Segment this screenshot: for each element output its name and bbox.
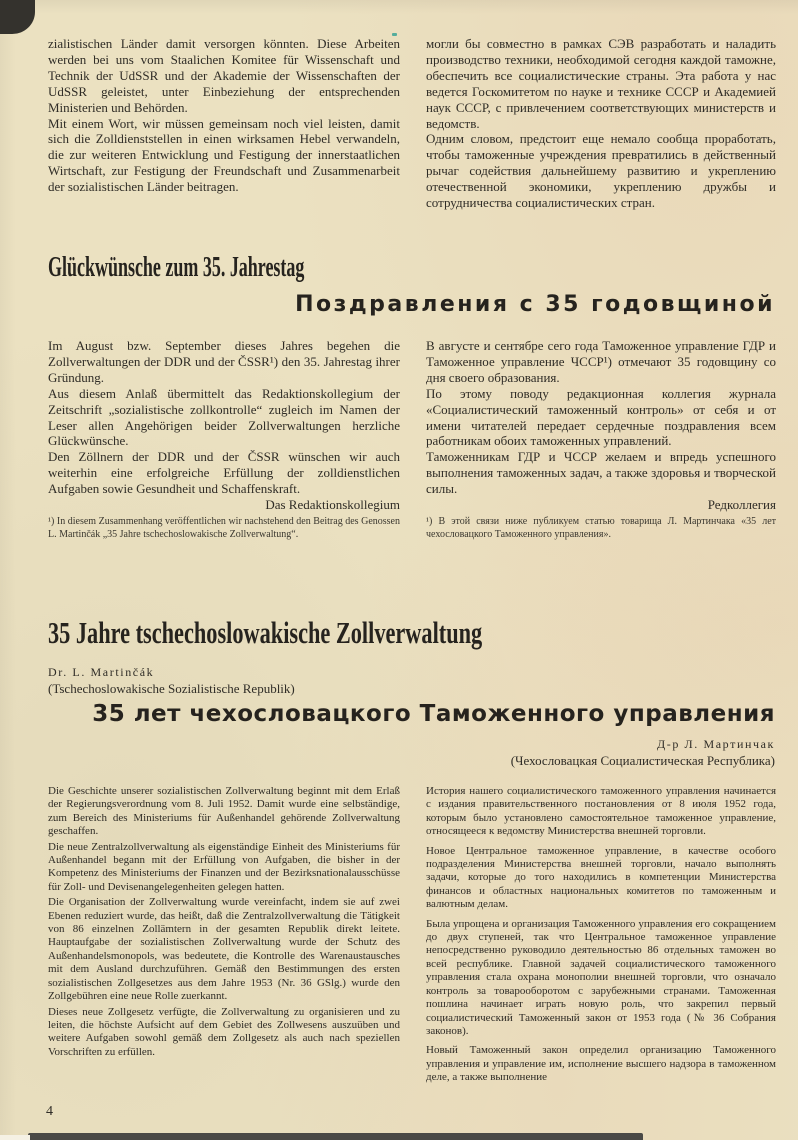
- footnote-russian: ¹) В этой связи ниже публикуем статью товарища Л. Мартинчака «35 лет чехословацкого Таможенного управления».: [426, 516, 776, 540]
- article-russian-paragraph-1: История нашего социалистического таможенного управления начинается с издания правительственного постановления от 8 июля 1952 года, которым было установлено самостоятельное таможенное управление, относящееся к ведомству Министерства внешней торговли.: [426, 785, 776, 838]
- congrats-heading-german: [48, 252, 775, 284]
- congrats-russian-signature: Редколлегия: [707, 497, 776, 513]
- intro-section: [48, 36, 775, 250]
- footnote-german: ¹) In diesem Zusammenhang veröffentlichen wir nachstehend den Beitrag des Genossen L. Martinčák „35 Jahre tschechoslowakische Zollverwaltung“.: [48, 516, 400, 540]
- scan-bottom-edge-highlight: [0, 1135, 30, 1140]
- article-german-column: [48, 785, 400, 1091]
- page-number: 4: [46, 1104, 53, 1119]
- intro-russian-paragraph-1: могли бы совместно в рамках СЭВ разработать и наладить производство техники, необходимой сегодня каждой таможне, обеспечить все социалистические страны. Эта работа у нас ведется Госкомитетом по науке и технике СССР и Академией наук СССР, с привлечением соответствующих министерств и ведомств.: [426, 36, 776, 131]
- article-affiliation-german: (Tschechoslowakische Sozialistische Republik): [48, 681, 295, 696]
- article-byline-german: [48, 665, 775, 697]
- congrats-section: [48, 338, 776, 513]
- congrats-heading-russian: Поздравления с 35 годовщиной: [295, 292, 775, 317]
- article-russian-column: [426, 785, 776, 1091]
- article-german-paragraph-2: Die neue Zentralzollverwaltung als eigenständige Einheit des Ministeriums für Außenhandel begann mit der Erfüllung von Aufgaben, die bisher in der Kompetenz des Ministeriums der Finanzen und der Bezirksnationalausschüsse für Zoll- und Devisenangelegenheiten gelegen hatten.: [48, 840, 400, 893]
- intro-german-paragraph-2: Mit einem Wort, wir müssen gemeinsam noch viel leisten, damit sich die Zolldienststellen in einen wirksamen Hebel verwandeln, die zur weiteren Entwicklung und Festigung der innerstaatlichen Wirtschaft, zur Festigung der Freundschaft und Zusammenarbeit der sozialistischen Länder beitragen.: [48, 115, 400, 195]
- intro-german-paragraph-1: zialistischen Länder damit versorgen könnten. Diese Arbeiten werden bei uns vom Staalichen Komitee für Wissenschaft und Technik der UdSSR und der Akademie der Wissenschaften der UdSSR geleistet, unter Einbeziehung der entsprechenden Ministerien und Behörden.: [48, 36, 400, 115]
- article-author-german: Dr. L. Martinčák: [48, 665, 155, 679]
- scan-corner-shadow: [0, 0, 35, 34]
- scan-bottom-edge-shadow: [28, 1133, 643, 1140]
- article-russian-paragraph-4: Новый Таможенный закон определил организацию Таможенного управления и управление им, исполнение высшего надзора в таможенном деле, а также выполнение: [426, 1044, 776, 1084]
- congrats-heading-german-text: Glückwünsche zum 35. Jahrestag: [48, 251, 305, 283]
- intro-russian-column: [426, 36, 776, 250]
- congrats-german-signature: Das Redaktionskollegium: [265, 497, 400, 513]
- article-german-paragraph-3: Die Organisation der Zollverwaltung wurde vereinfacht, indem sie auf zwei Ebenen reduziert wurde, das heißt, daß die Zentralzollverwaltung die Tätigkeit von 86 einzelnen Zollämtern in der gesamten Republik direkt leitete. Hauptaufgabe der sozialistischen Zollverwaltung wurde der Schutz des Außenhandelsmonopols, was bedeutete, die Kontrolle des Warenaustausches mit dem Ausland durchzuführen. Gemäß den Bestimmungen des ersten sozialistischen Zollgesetzes aus dem Jahre 1953 (Nr. 36 GSlg.) wurde den Zollgebühren eine neue Rolle zuerkannt.: [48, 896, 400, 1003]
- article-title-german-text: 35 Jahre tschechoslowakische Zollverwaltung: [48, 615, 483, 650]
- congrats-russian-paragraph-2: По этому поводу редакционная коллегия журнала «Социалистический таможенный контроль» от себя и от имени читателей передает сердечные поздравления всем работникам обоих таможенных управлений.: [426, 385, 776, 449]
- congrats-russian-column: [426, 338, 776, 513]
- article-title-russian: 35 лет чехословацкого Таможенного управления: [92, 701, 775, 727]
- congrats-russian-paragraph-3: Таможенникам ГДР и ЧССР желаем и впредь успешного выполнения таможенных задач, а также здоровья и творческой силы.: [426, 449, 776, 497]
- article-russian-paragraph-2: Новое Центральное таможенное управление, в качестве особого подразделения Министерства внешней торговли, начало выполнять задачи, которые до того находились в компетенции Министерства финансов и областных национальных комитетов по таможенным и валютным делам.: [426, 844, 776, 911]
- congrats-german-paragraph-1: Im August bzw. September dieses Jahres begehen die Zollverwaltungen der DDR und der ČSSR¹) den 35. Jahrestag ihrer Gründung.: [48, 338, 400, 385]
- intro-german-column: [48, 36, 400, 250]
- article-russian-paragraph-3: Была упрощена и организация Таможенного управления его сокращением до двух ступеней, так что Центральное таможенное управление непосредственно руководило деятельностью 86 отдельных таможен во всей республике. Главной задачей социалистического таможенного управления стала охрана монополии внешней торговли, что означало контроль за товарооборотом с зарубежными странами. Таможенная пошлина начинает играть новую роль, что закрепил первый социалистический Таможенный закон от 1953 года (№ 36 Собрания законов).: [426, 917, 776, 1037]
- article-body-section: [48, 785, 775, 1091]
- congrats-german-column: [48, 338, 400, 513]
- article-affiliation-russian: (Чехословацкая Социалистическая Республика): [510, 753, 775, 768]
- paper-speck: [392, 33, 397, 36]
- article-german-paragraph-1: Die Geschichte unserer sozialistischen Zollverwaltung beginnt mit dem Erlaß der Regierungsverordnung vom 8. Juli 1952. Damit wurde eine selbständige, zum Bereich des Ministeriums für Außenhandel gehörende Zollverwaltung geschaffen.: [48, 785, 400, 838]
- congrats-german-paragraph-3: Den Zöllnern der DDR und der ČSSR wünschen wir auch weiterhin eine erfolgreiche Erfüllung der zolldienstlichen Aufgaben sowie Gesundheit und Schaffenskraft.: [48, 449, 400, 497]
- article-author-russian: Д-р Л. Мартинчак: [656, 737, 775, 751]
- article-german-paragraph-4: Dieses neue Zollgesetz verfügte, die Zollverwaltung zu organisieren und zu leiten, die höchste Aufsicht auf dem Gebiet des Zollwesens auszuüben und weitere Aufgaben sowohl gemäß dem Zollgesetz als auch nach speziellen Vorschriften zu erfüllen.: [48, 1005, 400, 1058]
- article-title-german: [48, 616, 775, 652]
- intro-russian-paragraph-2: Одним словом, предстоит еще немало сообща проработать, чтобы таможенные учреждения превратились в действенный рычаг содействия дальнейшему развитию и укреплению отечественной экономики, укреплению дружбы и сотрудничества социалистических стран.: [426, 131, 776, 211]
- congrats-russian-paragraph-1: В августе и сентябре сего года Таможенное управление ГДР и Таможенное управление ЧССР¹) отмечают 35 годовщину со дня своего образования.: [426, 338, 776, 385]
- footnotes-section: [48, 516, 775, 578]
- congrats-german-paragraph-2: Aus diesem Anlaß übermittelt das Redaktionskollegium der Zeitschrift „sozialistische zollkontrolle“ zugleich im Namen der Leser allen Angehörigen beider Zollverwaltungen herzliche Glückwünsche.: [48, 385, 400, 449]
- article-byline-russian: [48, 737, 775, 769]
